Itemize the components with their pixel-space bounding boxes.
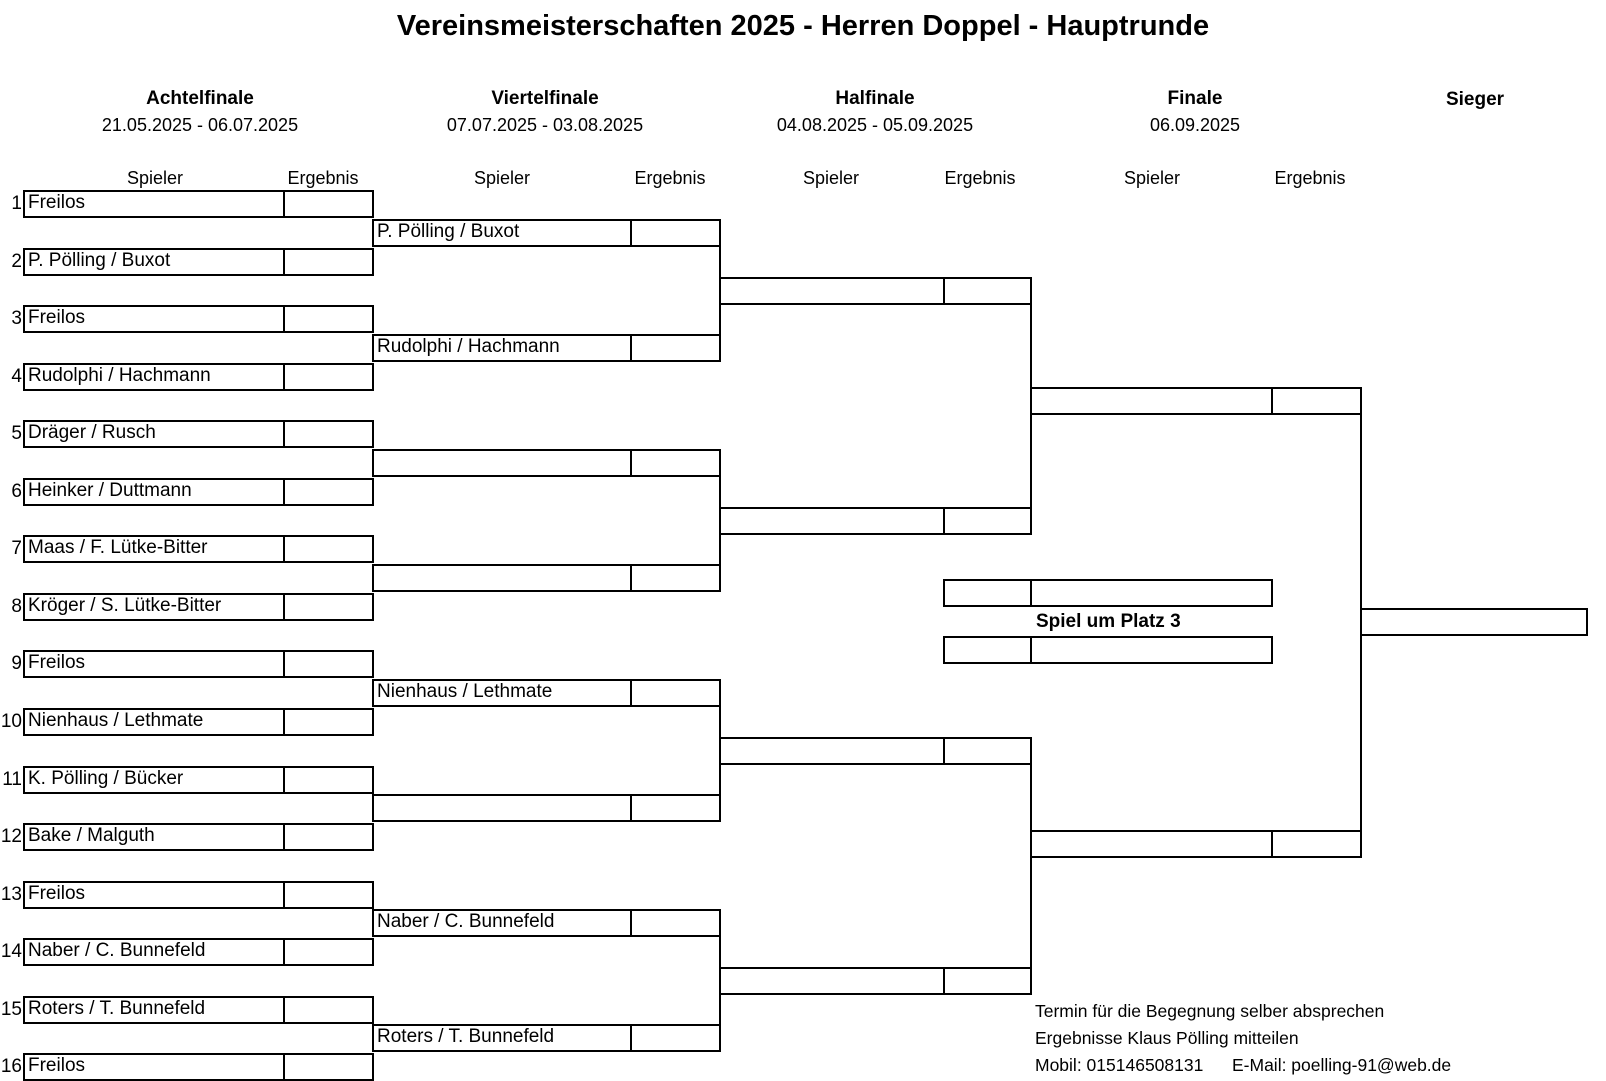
result-slot[interactable] [283, 190, 374, 218]
round-header-finale: Finale [1167, 88, 1223, 109]
result-slot[interactable] [1271, 830, 1362, 858]
result-slot[interactable] [283, 363, 374, 391]
footer-email: E-Mail: poelling-91@web.de [1232, 1055, 1452, 1075]
player-slot[interactable] [1030, 636, 1273, 664]
seed-number: 1 [11, 193, 22, 214]
seed-number: 12 [0, 826, 22, 847]
seed-number: 3 [11, 308, 22, 329]
player-slot[interactable] [719, 277, 945, 305]
result-slot[interactable] [283, 593, 374, 621]
player-slot[interactable] [719, 967, 945, 995]
page-title: Vereinsmeisterschaften 2025 - Herren Doppel - Hauptrunde [396, 10, 1210, 42]
footer-note: Termin für die Begegnung selber absprechen [1035, 1001, 1385, 1021]
seed-number: 15 [0, 999, 22, 1020]
player-name: Naber / C. Bunnefeld [377, 911, 555, 932]
round-header-sieger: Sieger [1445, 89, 1505, 110]
result-slot[interactable] [1271, 387, 1362, 415]
player-name [372, 449, 627, 477]
result-slot[interactable] [283, 535, 374, 563]
col-header-result: Ergebnis [287, 168, 359, 188]
player-slot[interactable] [1030, 830, 1273, 858]
col-header-result: Ergebnis [634, 168, 706, 188]
seed-number: 7 [11, 538, 22, 559]
result-slot[interactable] [943, 579, 1032, 607]
result-slot[interactable] [630, 794, 721, 822]
round-dates-finale: 06.09.2025 [1149, 115, 1241, 135]
seed-number: 6 [11, 481, 22, 502]
round-dates-halbfinale: 04.08.2025 - 05.09.2025 [776, 115, 974, 135]
player-name: K. Pölling / Bücker [28, 768, 184, 789]
result-slot[interactable] [283, 305, 374, 333]
seed-number: 8 [11, 596, 22, 617]
player-name: Freilos [28, 883, 86, 904]
seed-number: 10 [0, 711, 22, 732]
player-slot[interactable] [1030, 579, 1273, 607]
result-slot[interactable] [283, 420, 374, 448]
player-name: Freilos [28, 307, 86, 328]
result-slot[interactable] [630, 334, 721, 362]
result-slot[interactable] [630, 219, 721, 247]
result-slot[interactable] [630, 909, 721, 937]
player-name: Freilos [28, 192, 86, 213]
player-slot[interactable] [1030, 387, 1273, 415]
result-slot[interactable] [943, 967, 1032, 995]
seed-number: 16 [0, 1056, 22, 1077]
player-name: Naber / C. Bunnefeld [28, 940, 206, 961]
result-slot[interactable] [630, 1024, 721, 1052]
round-dates-achtelfinale: 21.05.2025 - 06.07.2025 [101, 115, 299, 135]
winner-slot[interactable] [1360, 608, 1588, 636]
player-slot[interactable] [719, 507, 945, 535]
result-slot[interactable] [630, 449, 721, 477]
result-slot[interactable] [283, 248, 374, 276]
col-header-player: Spieler [473, 168, 531, 188]
round-header-halbfinale: Halfinale [835, 88, 915, 109]
player-name: Dräger / Rusch [28, 422, 156, 443]
player-name: P. Pölling / Buxot [377, 221, 520, 242]
col-header-player: Spieler [126, 168, 184, 188]
player-name: Rudolphi / Hachmann [377, 336, 560, 357]
seed-number: 13 [0, 884, 22, 905]
result-slot[interactable] [283, 766, 374, 794]
result-slot[interactable] [630, 679, 721, 707]
round-header-achtelfinale: Achtelfinale [146, 88, 254, 109]
seed-number: 14 [0, 941, 22, 962]
result-slot[interactable] [943, 636, 1032, 664]
result-slot[interactable] [283, 1053, 374, 1081]
result-slot[interactable] [283, 823, 374, 851]
col-header-result: Ergebnis [944, 168, 1016, 188]
player-name: Rudolphi / Hachmann [28, 365, 211, 386]
seed-number: 5 [11, 423, 22, 444]
seed-number: 2 [11, 251, 22, 272]
player-name: Freilos [28, 1055, 86, 1076]
result-slot[interactable] [283, 650, 374, 678]
player-name: Roters / T. Bunnefeld [377, 1026, 555, 1047]
player-name: Maas / F. Lütke-Bitter [28, 537, 208, 558]
col-header-result: Ergebnis [1274, 168, 1346, 188]
player-name: Kröger / S. Lütke-Bitter [28, 595, 222, 616]
player-name: Bake / Malguth [28, 825, 155, 846]
player-name: Nienhaus / Lethmate [28, 710, 204, 731]
third-place-label: Spiel um Platz 3 [1036, 611, 1181, 632]
round-header-viertelfinale: Viertelfinale [491, 88, 599, 109]
result-slot[interactable] [283, 938, 374, 966]
player-name: Roters / T. Bunnefeld [28, 998, 206, 1019]
result-slot[interactable] [283, 996, 374, 1024]
footer-note: Ergebnisse Klaus Pölling mitteilen [1035, 1028, 1299, 1048]
result-slot[interactable] [943, 507, 1032, 535]
round-dates-viertelfinale: 07.07.2025 - 03.08.2025 [446, 115, 644, 135]
result-slot[interactable] [283, 708, 374, 736]
col-header-player: Spieler [802, 168, 860, 188]
player-name: Heinker / Duttmann [28, 480, 192, 501]
col-header-player: Spieler [1123, 168, 1181, 188]
result-slot[interactable] [283, 881, 374, 909]
player-name [372, 564, 627, 592]
footer-mobile: Mobil: 015146508131 [1035, 1055, 1204, 1075]
player-name [372, 794, 627, 822]
seed-number: 11 [2, 769, 22, 790]
player-name: Nienhaus / Lethmate [377, 681, 553, 702]
result-slot[interactable] [943, 277, 1032, 305]
player-name: P. Pölling / Buxot [28, 250, 171, 271]
result-slot[interactable] [283, 478, 374, 506]
bracket-connector [1030, 751, 1032, 981]
seed-number: 9 [11, 653, 22, 674]
seed-number: 4 [11, 366, 22, 387]
player-name: Freilos [28, 652, 86, 673]
player-slot[interactable] [719, 737, 945, 765]
result-slot[interactable] [630, 564, 721, 592]
result-slot[interactable] [943, 737, 1032, 765]
